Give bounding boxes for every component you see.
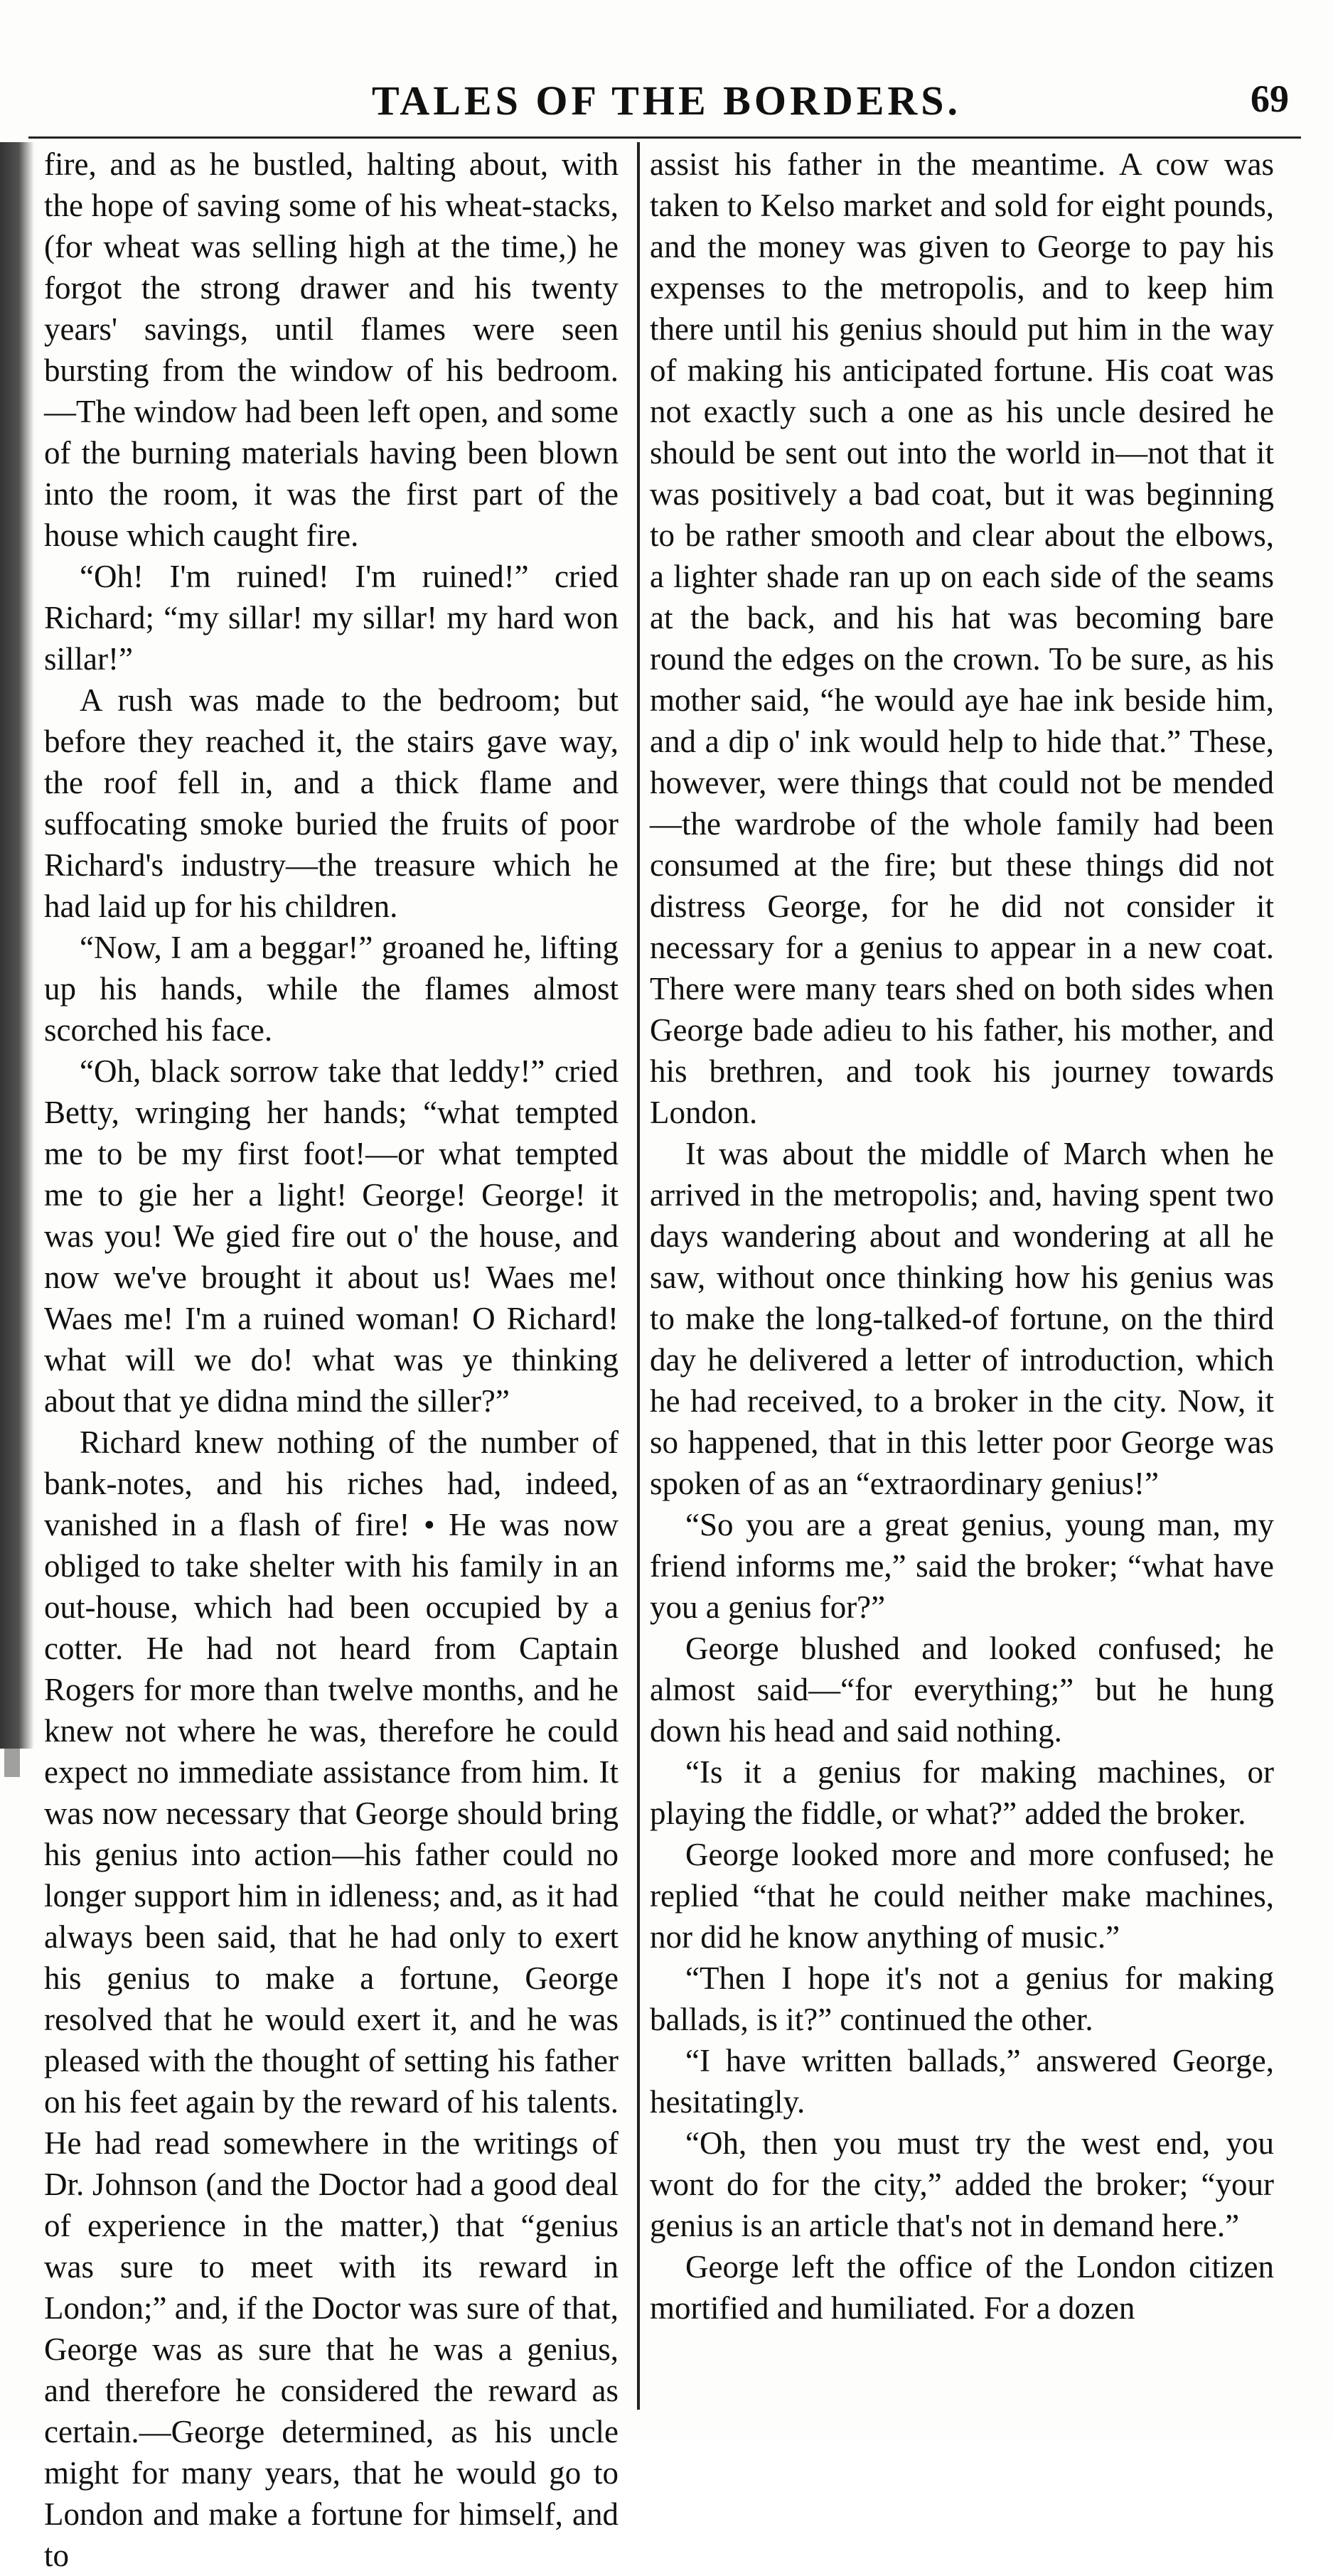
scan-speck bbox=[4, 1749, 20, 1777]
paragraph: fire, and as he bustled, halting about, with the hope of saving some of his wheat-stacks, (for wheat was selling high at the time,) he forgot the strong drawer and his twenty years' savings, until flames were seen bursting from the window of his bedroom.—The window had been left open, and some of the burning materials having been blown into the room, it was the first part of the house which caught fire. bbox=[44, 146, 619, 553]
left-column bbox=[44, 144, 619, 2576]
paragraph: “Oh! I'm ruined! I'm ruined!” cried Richard; “my sillar! my sillar! my hard won sillar!” bbox=[44, 559, 619, 677]
paragraph: A rush was made to the bedroom; but before they reached it, the stairs gave way, the roof fell in, and a thick flame and suffocating smoke buried the fruits of poor Richard's industry—the treasure which he had laid up for his children. bbox=[44, 682, 619, 924]
paragraph: “Oh, black sorrow take that leddy!” cried Betty, wringing her hands; “what tempted me to be my first foot!—or what tempted me to gie her a light! George! George! it was you! We gied fire out o' the house, and now we've brought it about us! Waes me! Waes me! I'm a ruined woman! O Richard! what will we do! what was ye thinking about that ye didna mind the siller?” bbox=[44, 1053, 619, 1419]
paragraph: It was about the middle of March when he arrived in the metropolis; and, having spent two days wandering about and wondering at all he saw, without once thinking how his genius was to make the long-talked-of fortune, on the third day he delivered a letter of introduction, which he had received, to a broker in the city. Now, it so happened, that in this letter poor George was spoken of as an “extraordinary genius!” bbox=[650, 1136, 1274, 1501]
paragraph: assist his father in the meantime. A cow was taken to Kelso market and sold for eight pounds, and the money was given to George to pay his expenses to the metropolis, and to keep him there until his genius should put him in the way of making his anticipated fortune. His coat was not exactly such a one as his uncle desired he should be sent out into the world in—not that it was positively a bad coat, but it was beginning to be rather smooth and clear about the elbows, a lighter shade ran up on each side of the seams at the back, and his hat was becoming bare round the edges on the crown. To be sure, as his mother said, “he would aye hae ink beside him, and a dip o' ink would help to hide that.” These, however, were things that could not be mended—the wardrobe of the whole family had been consumed at the fire; but these things did not distress George, for he did not consider it necessary for a genius to appear in a new coat. There were many tears shed on both sides when George bade adieu to his father, his mother, and his brethren, and took his journey towards London. bbox=[650, 146, 1274, 1130]
column-divider bbox=[637, 142, 640, 2410]
paragraph: George blushed and looked confused; he almost said—“for everything;” but he hung down his head and said nothing. bbox=[650, 1631, 1274, 1749]
paragraph: George left the office of the London citizen mortified and humiliated. For a dozen bbox=[650, 2249, 1274, 2326]
paragraph: “Is it a genius for making machines, or playing the fiddle, or what?” added the broker. bbox=[650, 1754, 1274, 1831]
running-title: TALES OF THE BORDERS. bbox=[371, 77, 962, 124]
paragraph: “I have written ballads,” answered George, hesitatingly. bbox=[650, 2043, 1274, 2120]
right-column bbox=[650, 144, 1274, 2329]
paragraph: “Then I hope it's not a genius for making ballads, is it?” continued the other. bbox=[650, 1960, 1274, 2037]
running-header bbox=[0, 77, 1333, 141]
scan-binding-shadow bbox=[0, 142, 34, 1749]
paragraph: “Oh, then you must try the west end, you wont do for the city,” added the broker; “your genius is an article that's not in demand here.” bbox=[650, 2125, 1274, 2243]
header-rule bbox=[28, 136, 1301, 139]
paragraph: “Now, I am a beggar!” groaned he, lifting up his hands, while the flames almost scorched his face. bbox=[44, 930, 619, 1048]
paragraph: “So you are a great genius, young man, my friend informs me,” said the broker; “what have you a genius for?” bbox=[650, 1507, 1274, 1625]
page-number: 69 bbox=[1251, 77, 1289, 120]
paragraph: Richard knew nothing of the number of bank-notes, and his riches had, indeed, vanished in a flash of fire! • He was now obliged to take shelter with his family in an out-house, which had been occupied by a cotter. He had not heard from Captain Rogers for more than twelve months, and he knew not where he was, therefore he could expect no immediate assistance from him. It was now necessary that George should bring his genius into action—his father could no longer support him in idleness; and, as it had always been said, that he had only to exert his genius to make a fortune, George resolved that he would exert it, and he was pleased with the thought of setting his father on his feet again by the reward of his talents. He had read somewhere in the writings of Dr. Johnson (and the Doctor had a good deal of experience in the matter,) that “genius was sure to meet with its reward in London;” and, if the Doctor was sure of that, George was as sure that he was a genius, and therefore he considered the reward as certain.—George determined, as his uncle might for many years, that he would go to London and make a fortune for himself, and to bbox=[44, 1424, 619, 2573]
paragraph: George looked more and more confused; he replied “that he could neither make machines, nor did he know anything of music.” bbox=[650, 1837, 1274, 1955]
